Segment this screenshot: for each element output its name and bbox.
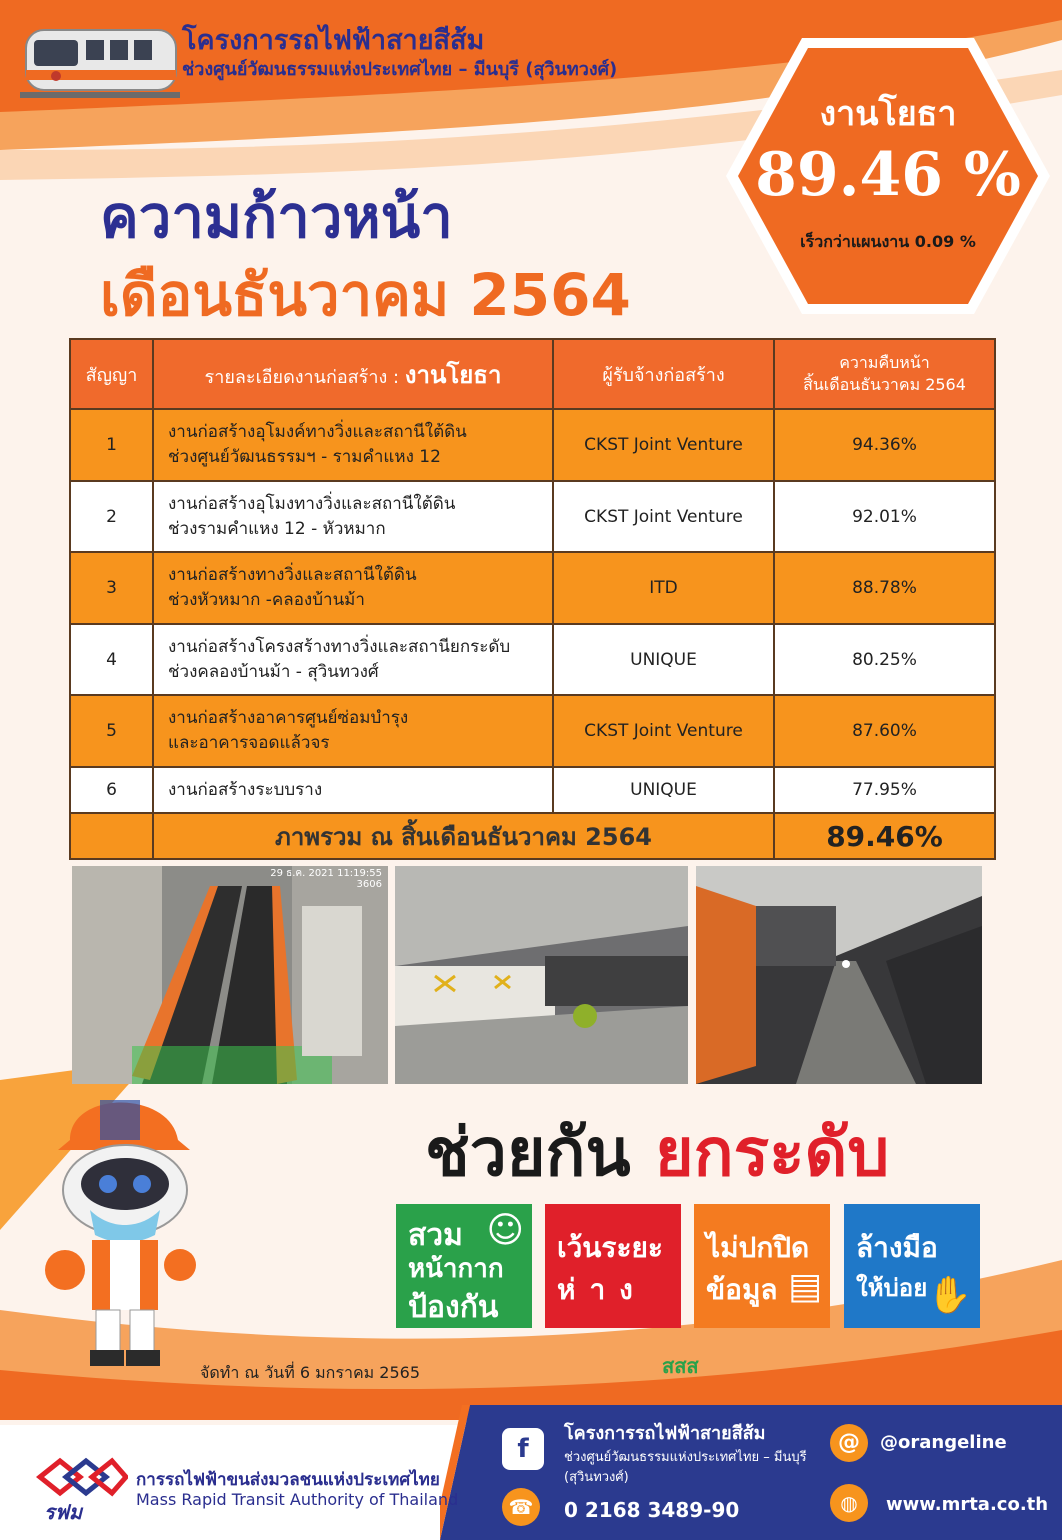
progress-pct: 94.36%	[774, 409, 995, 481]
overall-progress-value: 89.46 %	[755, 140, 1021, 210]
contract-no: 3	[70, 552, 153, 624]
work-detail: งานก่อสร้างอุโมงทางวิ่งและสถานีใต้ดิน ช่วงรามคำแหง 12 - หัวหมาก	[153, 481, 553, 552]
tile-wear-mask: สวม หน้ากาก ป้องกัน ☺	[396, 1204, 532, 1328]
phone-icon: ☎	[502, 1488, 540, 1526]
train-illustration	[20, 10, 180, 110]
work-detail: งานก่อสร้างอุโมงค์ทางวิ่งและสถานีใต้ดิน ช่วงศูนย์วัฒนธรรมฯ - รามคำแหง 12	[153, 409, 553, 481]
total-label: ภาพรวม ณ สิ้นเดือนธันวาคม 2564	[153, 813, 774, 859]
phone-number[interactable]: 0 2168 3489-90	[564, 1498, 740, 1522]
progress-pct: 88.78%	[774, 552, 995, 624]
ahead-of-plan-note: เร็วกว่าแผนงาน 0.09 %	[800, 232, 976, 251]
facebook-page-sub2: (สุวินทวงศ์)	[564, 1470, 629, 1485]
progress-pct: 92.01%	[774, 481, 995, 552]
tile-wash-hands: ล้างมือ ให้บ่อย ✋	[844, 1204, 980, 1328]
tile-keep-distance: เว้นระยะ ห่าง	[545, 1204, 681, 1328]
progress-pct: 87.60%	[774, 695, 995, 767]
table-row	[70, 409, 995, 481]
civil-work-label: งานโยธา	[819, 94, 957, 134]
table-row	[70, 624, 995, 695]
contractor: UNIQUE	[553, 624, 774, 695]
table-row	[70, 695, 995, 767]
facebook-page-name[interactable]: โครงการรถไฟฟ้าสายสีส้ม	[564, 1423, 766, 1444]
header-contractor: ผู้รับจ้างก่อสร้าง	[553, 339, 774, 409]
project-title: โครงการรถไฟฟ้าสายสีส้ม	[182, 25, 485, 56]
footer-right-panel	[470, 1405, 1062, 1540]
table-row	[70, 767, 995, 813]
slogan-raise-level: ยกระดับ	[655, 1114, 890, 1191]
photo-escalator	[72, 866, 388, 1084]
photo-tunnel-track	[696, 866, 982, 1084]
project-subtitle: ช่วงศูนย์วัฒนธรรมแห่งประเทศไทย – มีนบุรี (สุวินทวงศ์)	[182, 59, 618, 80]
facebook-page-sub1: ช่วงศูนย์วัฒนธรรมแห่งประเทศไทย – มีนบุรี	[564, 1450, 807, 1465]
table-header-row	[70, 339, 995, 409]
headline-month: เดือนธันวาคม 2564	[100, 261, 631, 329]
tile-disclose-info: ไม่ปกปิด ข้อมูล ▤	[694, 1204, 830, 1328]
progress-table	[69, 338, 996, 860]
progress-pct: 80.25%	[774, 624, 995, 695]
hand-wash-icon: ✋	[927, 1275, 972, 1316]
total-empty-cell	[70, 813, 153, 859]
slogan-help: ช่วยกัน	[425, 1114, 631, 1191]
mascot-illustration	[30, 1080, 205, 1370]
table-row	[70, 481, 995, 552]
thaihealth-logo: สสส	[662, 1354, 699, 1378]
contract-no: 2	[70, 481, 153, 552]
work-detail: งานก่อสร้างอาคารศูนย์ซ่อมบำรุง และอาคารจอดแล้วจร	[153, 695, 553, 767]
contractor: CKST Joint Venture	[553, 695, 774, 767]
contract-no: 1	[70, 409, 153, 481]
photo-station-concourse	[395, 866, 688, 1084]
facebook-icon[interactable]: f	[502, 1428, 544, 1470]
progress-pct: 77.95%	[774, 767, 995, 813]
prepared-date: จัดทำ ณ วันที่ 6 มกราคม 2565	[200, 1363, 420, 1382]
globe-icon: ◍	[830, 1484, 868, 1522]
work-detail: งานก่อสร้างโครงสร้างทางวิ่งและสถานียกระดับ ช่วงคลองบ้านม้า - สุวินทวงศ์	[153, 624, 553, 695]
contract-no: 5	[70, 695, 153, 767]
work-detail: งานก่อสร้างทางวิ่งและสถานีใต้ดิน ช่วงหัวหมาก -คลองบ้านม้า	[153, 552, 553, 624]
line-id[interactable]: @orangeline	[880, 1432, 1007, 1453]
website-link[interactable]: www.mrta.co.th	[886, 1494, 1049, 1515]
org-name-english: Mass Rapid Transit Authority of Thailand	[136, 1490, 459, 1509]
work-detail: งานก่อสร้างระบบราง	[153, 767, 553, 813]
org-name-thai: การรถไฟฟ้าขนส่งมวลชนแห่งประเทศไทย	[136, 1470, 440, 1490]
total-progress: 89.46%	[774, 813, 995, 859]
contractor: ITD	[553, 552, 774, 624]
contractor: CKST Joint Venture	[553, 481, 774, 552]
table-total-row	[70, 813, 995, 859]
line-app-icon: @	[830, 1424, 868, 1462]
contractor: UNIQUE	[553, 767, 774, 813]
header-detail: รายละเอียดงานก่อสร้าง : งานโยธา	[153, 339, 553, 409]
contractor: CKST Joint Venture	[553, 409, 774, 481]
table-row	[70, 552, 995, 624]
headline-progress: ความก้าวหน้า	[100, 183, 453, 251]
document-icon: ▤	[787, 1266, 822, 1307]
header-contract: สัญญา	[70, 339, 153, 409]
contract-no: 4	[70, 624, 153, 695]
mrta-short-name: รฟม	[44, 1500, 83, 1524]
photo-timestamp: 29 ธ.ค. 2021 11:19:55 3606	[270, 868, 382, 890]
header-progress: ความคืบหน้า สิ้นเดือนธันวาคม 2564	[774, 339, 995, 409]
contract-no: 6	[70, 767, 153, 813]
mask-icon: ☺	[486, 1210, 524, 1251]
mrta-logo-icon	[36, 1455, 128, 1499]
